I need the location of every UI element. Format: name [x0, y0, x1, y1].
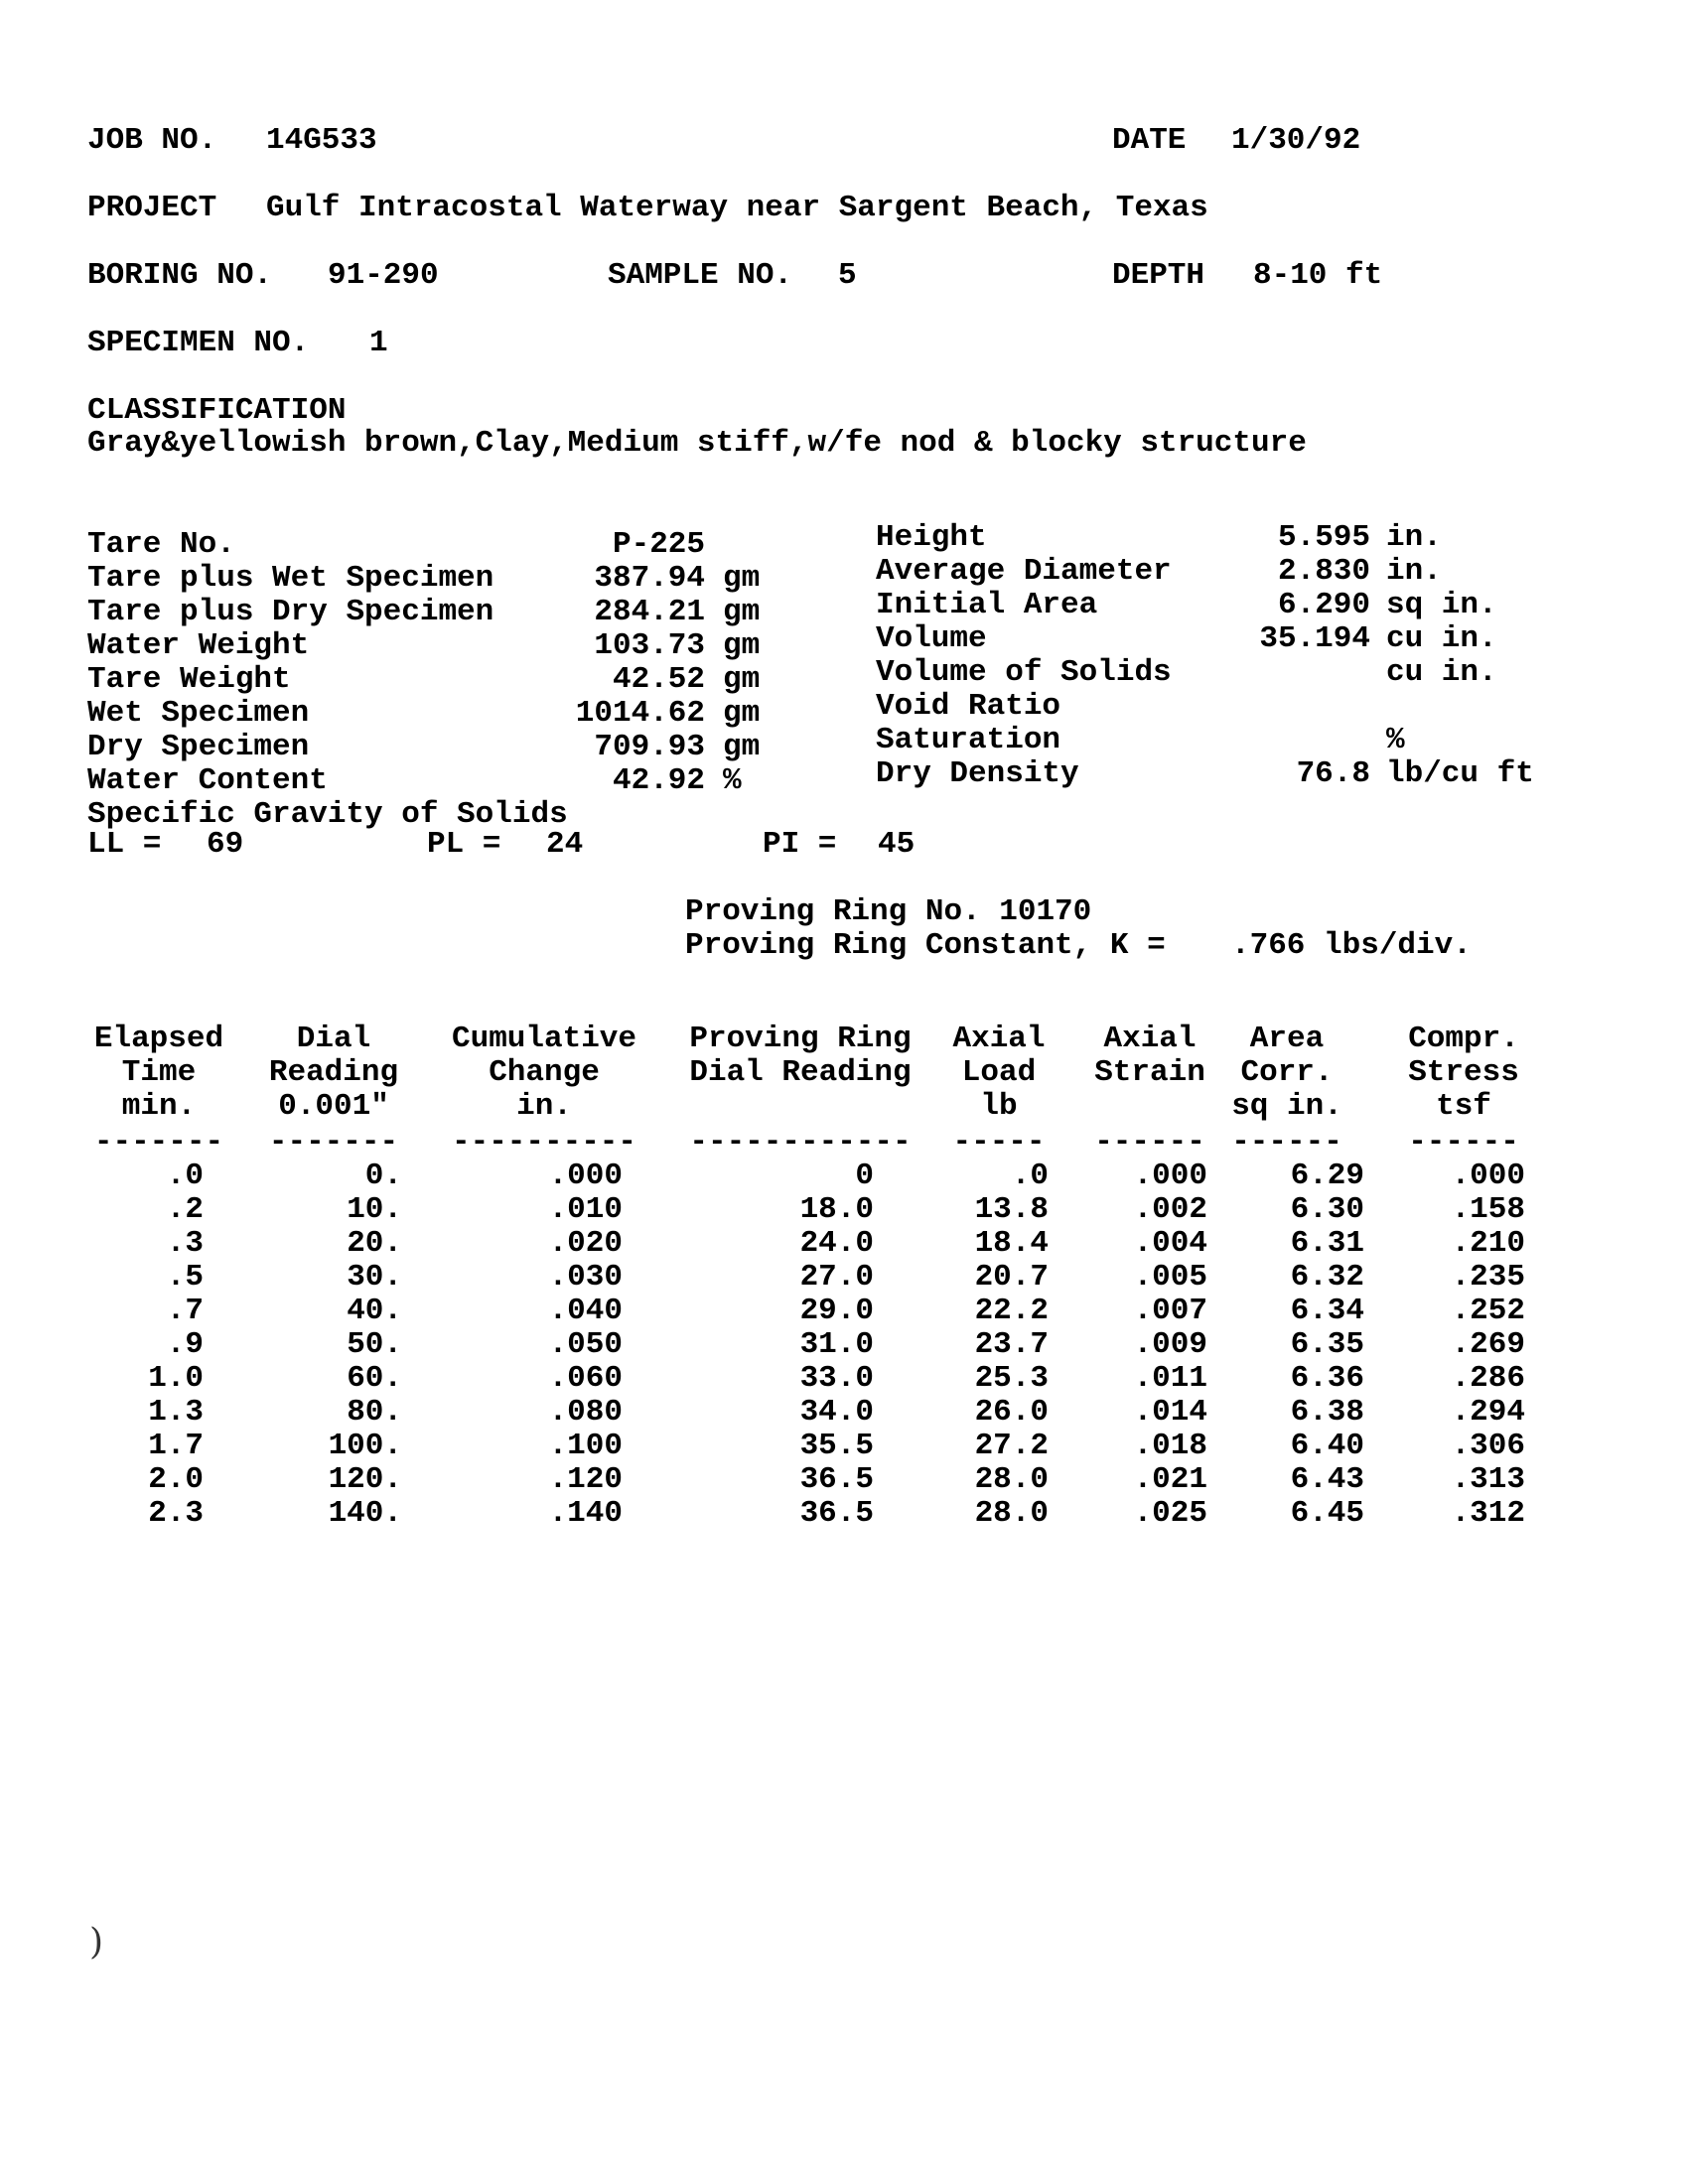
table-cell: .080 [548, 1395, 623, 1430]
table-cell: 36.5 [799, 1496, 874, 1531]
header-rule: ------ [1094, 1125, 1205, 1160]
table-cell: .020 [548, 1226, 623, 1261]
property-unit: sq in. [1386, 588, 1497, 622]
column-header: Time [121, 1055, 197, 1090]
table-cell: .0 [166, 1159, 204, 1193]
table-cell: .0 [1011, 1159, 1049, 1193]
table-cell: 6.34 [1290, 1294, 1364, 1328]
property-unit: in. [1386, 554, 1442, 589]
property-label: Dry Density [876, 756, 1079, 791]
column-header: lb [980, 1089, 1018, 1124]
table-cell: .002 [1133, 1192, 1207, 1227]
header-rule: ------- [268, 1125, 399, 1160]
table-cell: 120. [328, 1462, 402, 1497]
header-rule: ----- [952, 1125, 1046, 1160]
column-header: Change [489, 1055, 600, 1090]
column-header: Load [961, 1055, 1037, 1090]
table-cell: .060 [548, 1361, 623, 1396]
table-cell: 40. [347, 1294, 402, 1328]
property-value: 35.194 [1259, 621, 1370, 656]
property-label: Specific Gravity of Solids [87, 797, 568, 832]
proving-ring-constant-label: Proving Ring Constant, K = [685, 928, 1166, 963]
table-cell: .000 [1451, 1159, 1525, 1193]
table-cell: 6.30 [1290, 1192, 1364, 1227]
property-label: Dry Specimen [87, 730, 310, 764]
property-label: Volume [876, 621, 987, 656]
property-value: 2.830 [1277, 554, 1370, 589]
project-value: Gulf Intracostal Waterway near Sargent Beach, Texas [266, 191, 1208, 225]
table-cell: .158 [1451, 1192, 1525, 1227]
table-cell: 6.40 [1290, 1429, 1364, 1463]
job-number: 14G533 [266, 123, 377, 158]
property-value: 1014.62 [575, 696, 705, 731]
table-cell: 28.0 [974, 1462, 1049, 1497]
table-cell: 18.4 [974, 1226, 1049, 1261]
specimen-number: 1 [369, 326, 388, 360]
table-cell: .286 [1451, 1361, 1525, 1396]
table-cell: 2.3 [148, 1496, 204, 1531]
table-cell: .100 [548, 1429, 623, 1463]
property-label: Void Ratio [876, 689, 1061, 724]
table-cell: 24.0 [799, 1226, 874, 1261]
table-cell: .5 [166, 1260, 204, 1295]
property-label: Average Diameter [876, 554, 1172, 589]
table-cell: 36.5 [799, 1462, 874, 1497]
table-cell: .009 [1133, 1327, 1207, 1362]
table-cell: .9 [166, 1327, 204, 1362]
column-header: Stress [1408, 1055, 1519, 1090]
property-label: Tare plus Dry Specimen [87, 595, 494, 629]
table-cell: .140 [548, 1496, 623, 1531]
property-value: 42.92 [612, 763, 705, 798]
table-cell: .040 [548, 1294, 623, 1328]
table-cell: 27.2 [974, 1429, 1049, 1463]
table-cell: 27.0 [799, 1260, 874, 1295]
table-cell: 23.7 [974, 1327, 1049, 1362]
table-cell: 0. [364, 1159, 402, 1193]
table-cell: .000 [548, 1159, 623, 1193]
table-cell: 60. [347, 1361, 402, 1396]
property-label: Tare No. [87, 527, 235, 562]
table-cell: 6.32 [1290, 1260, 1364, 1295]
property-label: Height [876, 520, 987, 555]
property-unit: % [723, 763, 742, 798]
sample-label: SAMPLE NO. [608, 258, 793, 293]
proving-ring-constant-value: .766 lbs/div. [1231, 928, 1472, 963]
table-cell: .312 [1451, 1496, 1525, 1531]
table-cell: .313 [1451, 1462, 1525, 1497]
header-rule: ---------- [451, 1125, 637, 1160]
column-header: Axial [952, 1022, 1046, 1056]
property-unit: gm [723, 561, 761, 596]
property-value: P-225 [612, 527, 705, 562]
property-label: Water Weight [87, 628, 310, 663]
table-cell: 6.45 [1290, 1496, 1364, 1531]
table-cell: 33.0 [799, 1361, 874, 1396]
property-label: Water Content [87, 763, 328, 798]
table-cell: 6.35 [1290, 1327, 1364, 1362]
pi-label: PI = [763, 827, 837, 862]
property-value: 284.21 [594, 595, 705, 629]
header-rule: ------- [93, 1125, 224, 1160]
column-header: Dial Reading [689, 1055, 912, 1090]
depth-label: DEPTH [1112, 258, 1205, 293]
table-cell: 28.0 [974, 1496, 1049, 1531]
column-header: Strain [1094, 1055, 1205, 1090]
table-cell: 1.7 [148, 1429, 204, 1463]
property-unit: % [1386, 723, 1405, 757]
column-header: Axial [1103, 1022, 1197, 1056]
table-cell: 1.3 [148, 1395, 204, 1430]
table-cell: .120 [548, 1462, 623, 1497]
table-cell: 80. [347, 1395, 402, 1430]
column-header: Elapsed [93, 1022, 224, 1056]
table-cell: .3 [166, 1226, 204, 1261]
column-header: in. [516, 1089, 572, 1124]
table-cell: 30. [347, 1260, 402, 1295]
column-header: Cumulative [451, 1022, 637, 1056]
table-cell: .014 [1133, 1395, 1207, 1430]
property-value: 103.73 [594, 628, 705, 663]
table-cell: 20.7 [974, 1260, 1049, 1295]
property-value: 76.8 [1296, 756, 1370, 791]
property-unit: in. [1386, 520, 1442, 555]
table-cell: 22.2 [974, 1294, 1049, 1328]
header-rule: ------------ [689, 1125, 912, 1160]
table-cell: 25.3 [974, 1361, 1049, 1396]
job-label: JOB NO. [87, 123, 217, 158]
property-unit: gm [723, 662, 761, 697]
project-label: PROJECT [87, 191, 217, 225]
table-cell: .018 [1133, 1429, 1207, 1463]
table-cell: .269 [1451, 1327, 1525, 1362]
property-unit: lb/cu ft [1386, 756, 1534, 791]
column-header: Proving Ring [689, 1022, 912, 1056]
table-cell: 6.31 [1290, 1226, 1364, 1261]
table-cell: 35.5 [799, 1429, 874, 1463]
property-label: Tare plus Wet Specimen [87, 561, 494, 596]
property-value: 387.94 [594, 561, 705, 596]
column-header: Area [1249, 1022, 1325, 1056]
table-cell: .2 [166, 1192, 204, 1227]
property-value: 42.52 [612, 662, 705, 697]
property-label: Saturation [876, 723, 1061, 757]
table-cell: 0 [855, 1159, 874, 1193]
table-cell: 6.36 [1290, 1361, 1364, 1396]
property-label: Initial Area [876, 588, 1098, 622]
table-cell: 18.0 [799, 1192, 874, 1227]
column-header: Corr. [1240, 1055, 1334, 1090]
ll-value: 69 [207, 827, 244, 862]
table-cell: 34.0 [799, 1395, 874, 1430]
table-cell: .011 [1133, 1361, 1207, 1396]
scan-mark: ) [89, 1922, 104, 1963]
table-cell: 29.0 [799, 1294, 874, 1328]
ll-label: LL = [87, 827, 162, 862]
table-cell: .000 [1133, 1159, 1207, 1193]
table-cell: .050 [548, 1327, 623, 1362]
table-cell: .306 [1451, 1429, 1525, 1463]
table-cell: 2.0 [148, 1462, 204, 1497]
table-cell: .005 [1133, 1260, 1207, 1295]
date-value: 1/30/92 [1231, 123, 1361, 158]
table-cell: 20. [347, 1226, 402, 1261]
specimen-label: SPECIMEN NO. [87, 326, 310, 360]
table-cell: 1.0 [148, 1361, 204, 1396]
table-cell: .7 [166, 1294, 204, 1328]
pi-value: 45 [878, 827, 916, 862]
table-cell: 10. [347, 1192, 402, 1227]
property-value: 5.595 [1277, 520, 1370, 555]
boring-number: 91-290 [328, 258, 439, 293]
property-label: Volume of Solids [876, 655, 1172, 690]
pl-label: PL = [427, 827, 501, 862]
classification-value: Gray&yellowish brown,Clay,Medium stiff,w/fe nod & blocky structure [87, 426, 1307, 461]
table-cell: .010 [548, 1192, 623, 1227]
property-label: Wet Specimen [87, 696, 310, 731]
table-cell: .252 [1451, 1294, 1525, 1328]
table-cell: .021 [1133, 1462, 1207, 1497]
table-cell: .025 [1133, 1496, 1207, 1531]
table-cell: .294 [1451, 1395, 1525, 1430]
property-unit: gm [723, 696, 761, 731]
date-label: DATE [1112, 123, 1187, 158]
table-cell: 50. [347, 1327, 402, 1362]
table-cell: 6.38 [1290, 1395, 1364, 1430]
property-unit: gm [723, 628, 761, 663]
column-header: Compr. [1408, 1022, 1519, 1056]
table-cell: 31.0 [799, 1327, 874, 1362]
depth-value: 8-10 ft [1253, 258, 1383, 293]
property-value: 709.93 [594, 730, 705, 764]
proving-ring-number: Proving Ring No. 10170 [685, 894, 1092, 929]
table-cell: 6.29 [1290, 1159, 1364, 1193]
table-cell: 13.8 [974, 1192, 1049, 1227]
table-cell: .004 [1133, 1226, 1207, 1261]
property-unit: gm [723, 595, 761, 629]
header-rule: ------ [1231, 1125, 1342, 1160]
table-cell: .030 [548, 1260, 623, 1295]
table-cell: .210 [1451, 1226, 1525, 1261]
column-header: tsf [1436, 1089, 1491, 1124]
table-cell: 100. [328, 1429, 402, 1463]
property-unit: cu in. [1386, 655, 1497, 690]
boring-label: BORING NO. [87, 258, 273, 293]
property-unit: cu in. [1386, 621, 1497, 656]
column-header: sq in. [1231, 1089, 1342, 1124]
table-cell: .235 [1451, 1260, 1525, 1295]
sample-number: 5 [838, 258, 857, 293]
property-unit: gm [723, 730, 761, 764]
table-cell: 140. [328, 1496, 402, 1531]
property-label: Tare Weight [87, 662, 291, 697]
classification-label: CLASSIFICATION [87, 393, 347, 428]
table-cell: 26.0 [974, 1395, 1049, 1430]
column-header: 0.001" [278, 1089, 389, 1124]
column-header: Reading [268, 1055, 399, 1090]
pl-value: 24 [546, 827, 584, 862]
header-rule: ------ [1408, 1125, 1519, 1160]
table-cell: 6.43 [1290, 1462, 1364, 1497]
table-cell: .007 [1133, 1294, 1207, 1328]
column-header: min. [121, 1089, 197, 1124]
column-header: Dial [296, 1022, 371, 1056]
property-value: 6.290 [1277, 588, 1370, 622]
